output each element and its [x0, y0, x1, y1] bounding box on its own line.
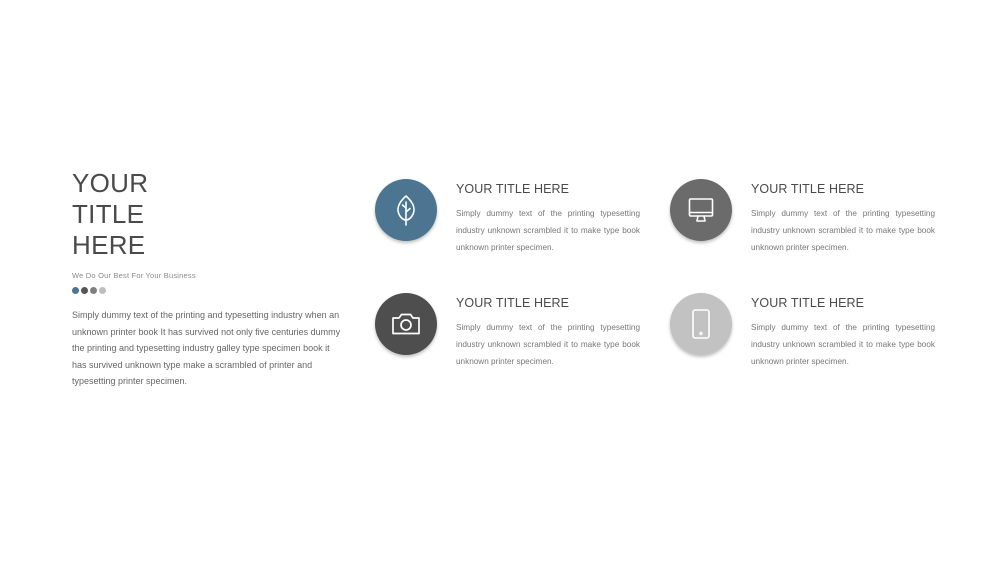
feature-title: YOUR TITLE HERE [456, 296, 570, 310]
feature-title: YOUR TITLE HERE [751, 296, 865, 310]
feature-description: Simply dummy text of the printing typesetting industry unknown scrambled it to make type book unknown printer specimen. [751, 209, 935, 252]
feature-icon-circle [670, 179, 732, 241]
feature-text [751, 182, 935, 256]
feature-item-leaf [375, 179, 665, 279]
main-title: YOUR TITLE HERE [72, 168, 149, 260]
dot [90, 287, 97, 294]
subtitle: We Do Our Best For Your Business [72, 271, 196, 280]
feature-description: Simply dummy text of the printing typesetting industry unknown scrambled it to make type book unknown printer specimen. [456, 323, 640, 366]
feature-description: Simply dummy text of the printing typesetting industry unknown scrambled it to make type book unknown printer specimen. [456, 209, 640, 252]
feature-text [456, 296, 640, 370]
dot [99, 287, 106, 294]
feature-description: Simply dummy text of the printing typesetting industry unknown scrambled it to make type book unknown printer specimen. [751, 323, 935, 366]
dot [81, 287, 88, 294]
phone-icon [690, 308, 712, 340]
feature-icon-circle [375, 179, 437, 241]
leaf-icon [392, 193, 420, 227]
feature-item-monitor [670, 179, 960, 279]
feature-item-phone [670, 293, 960, 393]
camera-icon [390, 310, 422, 338]
feature-text [456, 182, 640, 256]
intro-paragraph: Simply dummy text of the printing and typesetting industry when an unknown printer book It has survived not only five centuries dummy the printing and typesetting industry galley type specimen book it has survived unknown type make a scrambled of printer and typesetting printer specimen. [72, 310, 341, 386]
dot [72, 287, 79, 294]
feature-icon-circle [670, 293, 732, 355]
dot-indicator [72, 287, 344, 295]
feature-text [751, 296, 935, 370]
feature-title: YOUR TITLE HERE [456, 182, 570, 196]
intro-block [72, 168, 344, 390]
feature-icon-circle [375, 293, 437, 355]
feature-title: YOUR TITLE HERE [751, 182, 865, 196]
monitor-icon [686, 195, 716, 225]
feature-item-camera [375, 293, 665, 393]
